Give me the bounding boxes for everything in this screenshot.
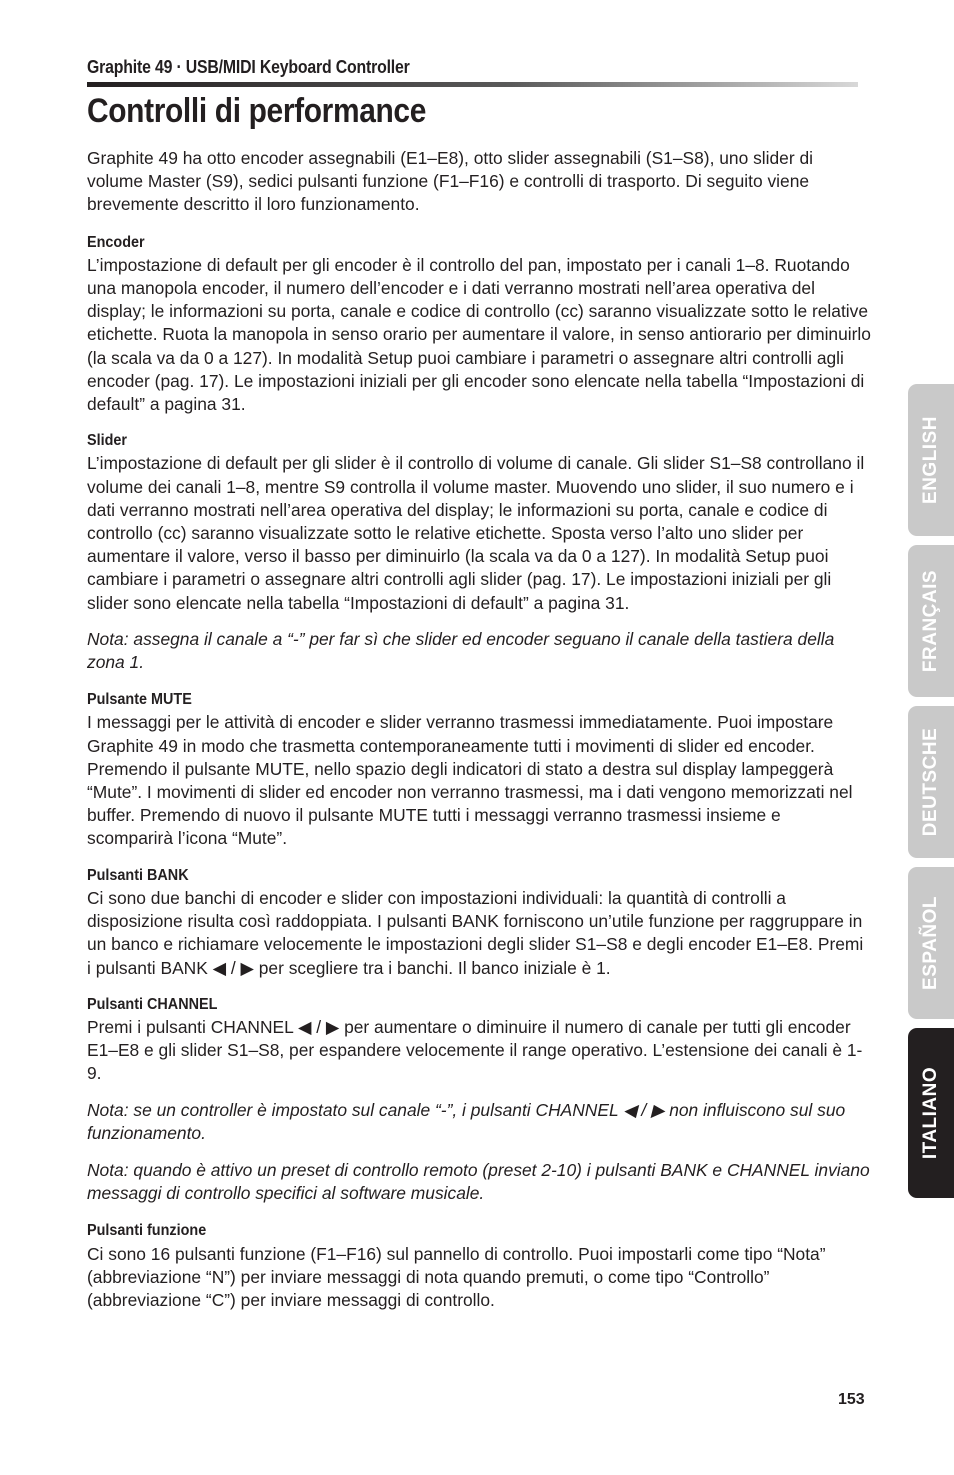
section-body: Premi i pulsanti CHANNEL ◀ / ▶ per aumentare o diminuire il numero di canale per tutti gli encoder E1–E8 e gli slider S1–S8, per espandere velocemente il range operativo. L’estensione dei canali è 1-9. [87,1016,863,1084]
tab-label: FRANÇAIS [920,569,941,673]
note-channel-buttons: Nota: se un controller è impostato sul canale “-”, i pulsanti CHANNEL ◀ / ▶ non influiscono sul suo funzionamento. [87,1099,846,1143]
tab-label: ESPAÑOL [920,896,941,990]
section-body: L’impostazione di default per gli encoder è il controllo del pan, impostato per i canali 1–8. Ruotando una manopola encoder, il numero dell’encoder e i dati verranno mostrati nell’area operativa del display; le informazioni su porta, canale e codice di controllo (cc) saranno visualizzate sotto le relative etichette. Ruota la manopola in senso orario per aumentare il valore, in senso antiorario per diminuirlo (la scala va da 0 a 127). In modalità Setup puoi cambiare i parametri o assegnare altri controlli agli encoder (pag. 17). Le impostazioni iniziali per gli encoder sono elencate nella tabella “Impostazioni di default” a pagina 31. [87,254,871,415]
section-heading: Slider [87,432,128,450]
section-heading: Pulsanti CHANNEL [87,995,218,1013]
tab-italiano[interactable] [908,1028,954,1198]
section-heading: Pulsanti BANK [87,866,189,884]
main-content [87,147,871,1325]
section-heading: Pulsanti funzione [87,1222,207,1240]
section-bank [87,864,871,980]
header-rule [87,82,858,87]
tab-label: ITALIANO [920,1066,941,1160]
section-body: Ci sono due banchi di encoder e slider con impostazioni individuali: la quantità di controlli a disposizione risulta così raddoppiata. I pulsanti BANK forniscono un’utile funzione per raggruppare in un banco e richiamare velocemente le impostazioni degli slider S1–S8 e degli encoder E1–E8. Premi i pulsanti BANK ◀ / ▶ per scegliere tra i banchi. Il banco iniziale è 1. [87,887,864,978]
tab-english[interactable] [908,384,954,536]
tab-deutsche[interactable] [908,706,954,858]
section-body: L’impostazione di default per gli slider è il controllo di volume di canale. Gli slider S1–S8 controllano il volume dei canali 1–8, mentre S9 controlla il volume master. Muovendo uno slider, il suo numero e i dati verranno mostrati nell’area operativa del display; le informazioni su porta, canale e codice di controllo (cc) saranno visualizzate sotto le relative etichette. Sposta verso l’alto uno slider per aumentare il valore, verso il basso per diminuirlo (la scala va da 0 a 127). In modalità Setup puoi cambiare i parametri o assegnare altri controlli agli slider (pag. 17). Le impostazioni iniziali per gli slider sono elencate nella tabella “Impostazioni di default” a pagina 31. [87,453,865,613]
language-tabs [908,384,954,1207]
page-title: Controlli di performance [87,92,426,130]
page-number: 153 [838,1391,865,1408]
tab-label: DEUTSCHE [920,727,941,837]
running-header: Graphite 49 · USB/MIDI Keyboard Controller [87,57,410,77]
section-body: I messaggi per le attività di encoder e slider verranno trasmessi immediatamente. Puoi impostare Graphite 49 in modo che trasmetta contemporaneamente tutti i movimenti di slider ed encoder. Premendo il pulsante MUTE, nello spazio degli indicatori di stato a destra sul display lampeggerà “Mute”. I movimenti di slider ed encoder non verranno trasmessi, ma i dati vengono memorizzati nel buffer. Premendo di nuovo il pulsante MUTE tutti i messaggi verranno trasmessi insieme e scomparirà l’icona “Mute”. [87,712,853,849]
section-channel [87,993,871,1086]
section-heading: Pulsante MUTE [87,691,192,709]
tab-label: ENGLISH [920,416,941,504]
note-channel-dash: Nota: assegna il canale a “-” per far sì che slider ed encoder seguano il canale della tastiera della zona 1. [87,628,835,673]
section-slider [87,429,871,615]
section-function-buttons [87,1219,871,1312]
section-heading: Encoder [87,233,145,251]
section-mute [87,688,871,850]
section-body: Ci sono 16 pulsanti funzione (F1–F16) sul pannello di controllo. Puoi impostarli come tipo “Nota” (abbreviazione “N”) per inviare messaggi di nota quando premuti, o come tipo “Controllo” (abbreviazione “C”) per inviare messaggi di controllo. [87,1243,826,1310]
note-remote-preset: Nota: quando è attivo un preset di controllo remoto (preset 2-10) i pulsanti BANK e CHANNEL inviano messaggi di controllo specifici al software musicale. [87,1159,870,1204]
tab-espanol[interactable] [908,867,954,1019]
section-encoder [87,231,871,417]
tab-francais[interactable] [908,545,954,697]
intro-paragraph: Graphite 49 ha otto encoder assegnabili (E1–E8), otto slider assegnabili (S1–S8), uno slider di volume Master (S9), sedici pulsanti funzione (F1–F16) e controlli di trasporto. Di seguito viene brevemente descritto il loro funzionamento. [87,148,814,215]
